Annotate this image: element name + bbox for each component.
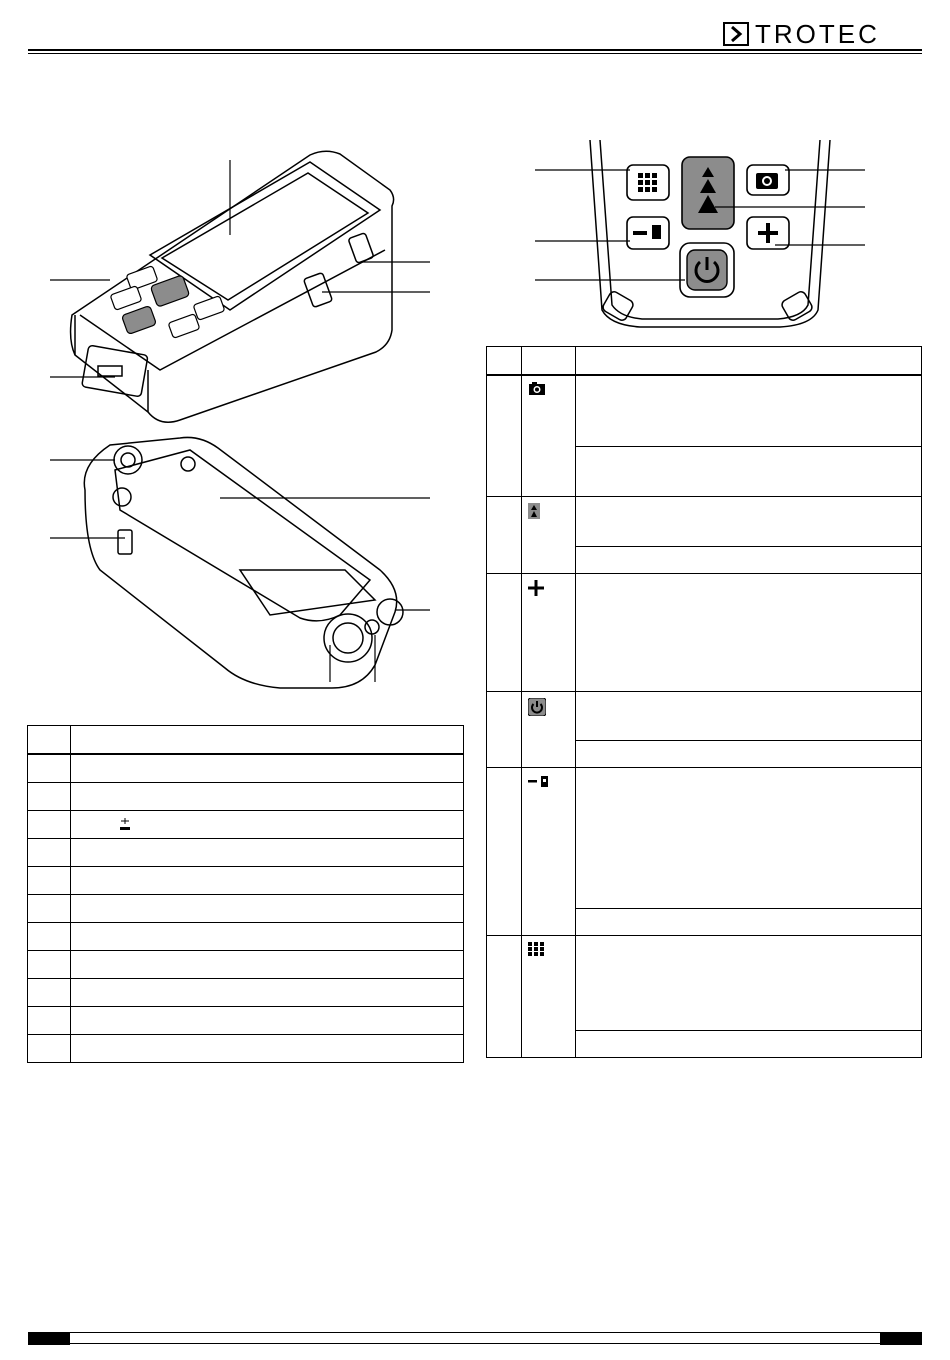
header-rule [28, 49, 922, 51]
double-arrow-icon [528, 503, 540, 519]
table-row [28, 811, 464, 839]
side-latch [303, 272, 332, 307]
table-row [28, 923, 464, 951]
header-rule-thin [28, 53, 922, 54]
laser-emitter [377, 599, 403, 625]
device-bottom-view-illustration [40, 430, 440, 690]
table-row [28, 979, 464, 1007]
keypad-illustration [530, 135, 870, 335]
table-row [28, 895, 464, 923]
usb-port-cover [82, 345, 148, 397]
table-row [28, 754, 464, 783]
table-row [487, 936, 922, 1031]
table-row [28, 1035, 464, 1063]
table-row [487, 768, 922, 909]
table-row [487, 692, 922, 741]
side-slot [118, 530, 132, 554]
device-housing [84, 437, 396, 688]
key-power-small [121, 305, 156, 334]
footer-rule [70, 1332, 880, 1344]
laser-icon [71, 815, 151, 835]
device-top-view-illustration [40, 140, 440, 430]
brand-name: TROTEC [755, 19, 880, 49]
table-row [28, 1007, 464, 1035]
table-row [487, 574, 922, 692]
usb-port [98, 366, 122, 376]
camera-icon [528, 382, 546, 396]
table-row [28, 867, 464, 895]
label-area [240, 570, 375, 615]
footer-bar-left [28, 1332, 70, 1345]
table-row [28, 839, 464, 867]
key-minus-small [110, 286, 142, 311]
table-header-row [487, 347, 922, 376]
sensor-window [365, 620, 379, 634]
plus-icon [528, 580, 544, 596]
table-row [487, 375, 922, 447]
brand-logo [723, 20, 923, 48]
device-body [71, 151, 394, 422]
key-camera-small [193, 296, 225, 321]
power-icon [528, 698, 546, 716]
table-row [28, 951, 464, 979]
battery-cover [115, 450, 370, 621]
side-button [348, 233, 374, 264]
laser-lens [324, 614, 372, 662]
cover-screw [113, 488, 131, 506]
key-function-table [486, 346, 922, 1058]
component-table [27, 725, 464, 1063]
tripod-thread [114, 446, 142, 474]
key-plus-small [168, 314, 200, 339]
grid-icon [528, 942, 544, 956]
table-row [487, 497, 922, 547]
chevron-logo-icon [723, 22, 749, 46]
minus-memory-icon [528, 774, 550, 788]
footer-bar-right [880, 1332, 922, 1345]
table-row [28, 783, 464, 811]
table-header-row [28, 726, 464, 755]
